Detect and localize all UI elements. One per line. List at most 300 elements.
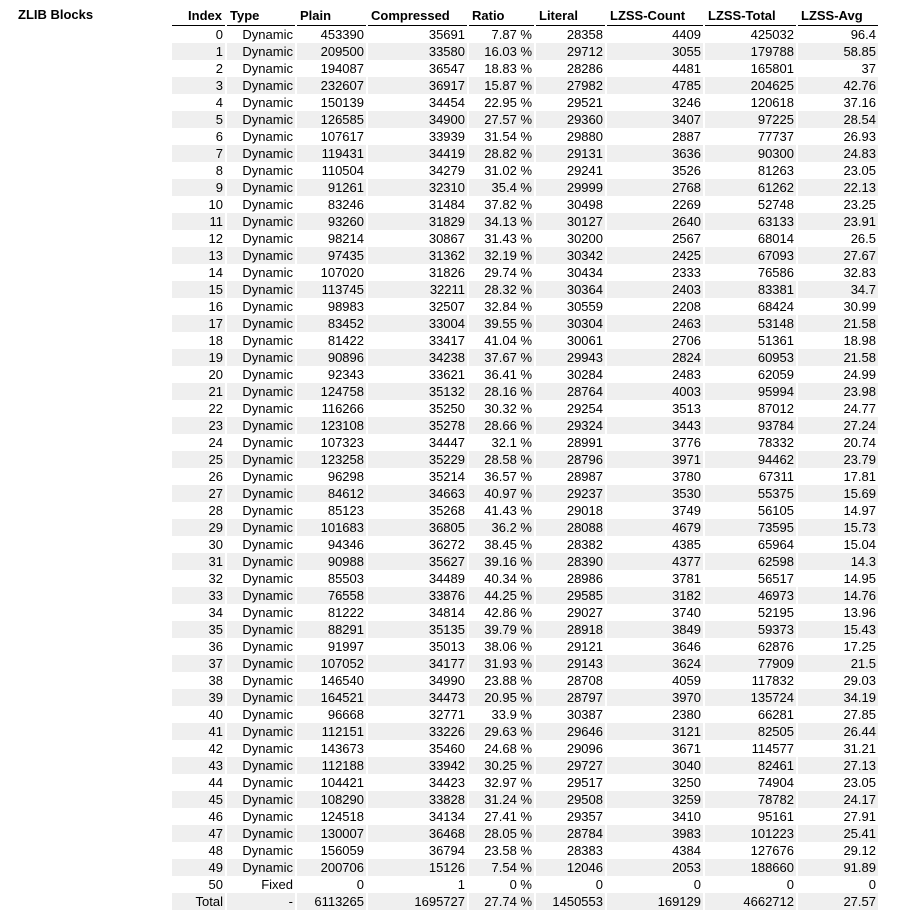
cell-lzss-total: 95161	[757, 809, 794, 824]
cell-index: 18	[208, 333, 223, 348]
cell-plain: 124518	[320, 809, 364, 824]
cell-index: 8	[215, 163, 223, 178]
column-header-lzss-total: LZSS-Total	[705, 7, 796, 26]
cell-lzss-count: 4785	[607, 77, 703, 94]
table-row	[172, 298, 878, 315]
cell-lzss-avg: 27.24	[798, 417, 878, 434]
cell-lzss-count: 2706	[672, 333, 701, 348]
cell-type: Dynamic	[227, 383, 295, 400]
cell-ratio: 23.88 %	[484, 673, 532, 688]
table-row	[172, 26, 878, 43]
cell-lzss-avg: 23.79	[798, 451, 878, 468]
cell-lzss-avg: 26.93	[843, 129, 876, 144]
cell-lzss-avg: 17.81	[843, 469, 876, 484]
cell-lzss-total: 62598	[705, 553, 796, 570]
cell-literal: 30559	[566, 299, 603, 314]
cell-compressed: 35013	[428, 639, 465, 654]
cell-literal: 29999	[536, 179, 605, 196]
cell-index: 3	[172, 77, 225, 94]
cell-ratio: 31.43 %	[484, 231, 532, 246]
cell-lzss-count: 3671	[672, 741, 701, 756]
cell-plain: 6113265	[297, 893, 366, 910]
cell-compressed: 35250	[428, 401, 465, 416]
table-row	[172, 383, 878, 400]
cell-literal: 29324	[536, 417, 605, 434]
cell-lzss-total: 77909	[705, 655, 796, 672]
cell-literal: 28784	[536, 825, 605, 842]
table-row	[172, 128, 878, 145]
cell-literal: 29360	[536, 111, 605, 128]
cell-lzss-total: 117832	[751, 673, 794, 688]
cell-literal: 30434	[566, 265, 603, 280]
cell-lzss-count: 3971	[607, 451, 703, 468]
cell-plain: 91261	[297, 179, 366, 196]
cell-lzss-avg: 34.7	[798, 281, 878, 298]
cell-type: -	[227, 893, 295, 910]
cell-lzss-total: 52195	[757, 605, 794, 620]
cell-lzss-total: 65964	[757, 537, 794, 552]
cell-index: 10	[208, 197, 223, 212]
cell-compressed: 32771	[428, 707, 465, 722]
cell-ratio: 39.16 %	[469, 553, 534, 570]
cell-lzss-total: 101223	[705, 825, 796, 842]
cell-literal: 28708	[566, 673, 603, 688]
cell-plain: 85503	[327, 571, 364, 586]
cell-index: 31	[172, 553, 225, 570]
cell-lzss-count: 3526	[672, 163, 701, 178]
cell-lzss-count: 0	[693, 877, 701, 892]
cell-lzss-total: 63133	[705, 213, 796, 230]
cell-literal: 28286	[566, 61, 603, 76]
table-row	[172, 706, 878, 723]
cell-plain: 164521	[297, 689, 366, 706]
cell-ratio: 37.82 %	[484, 197, 532, 212]
cell-lzss-total: 60953	[705, 349, 796, 366]
cell-literal: 12046	[536, 859, 605, 876]
cell-ratio: 32.19 %	[469, 247, 534, 264]
cell-index: 11	[172, 213, 225, 230]
cell-lzss-total: 77737	[757, 129, 794, 144]
cell-lzss-count: 3983	[607, 825, 703, 842]
cell-lzss-total: 97225	[705, 111, 796, 128]
table-row	[172, 213, 878, 230]
cell-literal: 28382	[566, 537, 603, 552]
table-row	[172, 808, 878, 825]
table-row	[172, 417, 878, 434]
cell-lzss-avg: 20.74	[843, 435, 876, 450]
cell-literal: 30061	[566, 333, 603, 348]
cell-lzss-total: 87012	[757, 401, 794, 416]
cell-compressed: 35268	[428, 503, 465, 518]
cell-index: 7	[172, 145, 225, 162]
cell-compressed: 36805	[368, 519, 467, 536]
cell-literal: 29880	[566, 129, 603, 144]
cell-lzss-count: 3250	[672, 775, 701, 790]
cell-plain: 104421	[320, 775, 364, 790]
cell-lzss-total: 62876	[757, 639, 794, 654]
cell-plain: 146540	[320, 673, 364, 688]
cell-literal: 28390	[536, 553, 605, 570]
cell-lzss-avg: 22.13	[798, 179, 878, 196]
cell-type: Dynamic	[227, 77, 295, 94]
cell-lzss-total: 165801	[750, 61, 794, 76]
cell-lzss-count: 3055	[607, 43, 703, 60]
table-row	[172, 145, 878, 162]
cell-lzss-avg: 15.04	[843, 537, 876, 552]
cell-compressed: 34454	[428, 95, 465, 110]
cell-lzss-count: 2483	[672, 367, 701, 382]
cell-plain: 88291	[297, 621, 366, 638]
cell-compressed: 31829	[368, 213, 467, 230]
cell-lzss-count: 3849	[607, 621, 703, 638]
cell-lzss-total: 204625	[705, 77, 796, 94]
cell-ratio: 28.82 %	[469, 145, 534, 162]
table-row	[172, 536, 878, 553]
cell-ratio: 31.02 %	[484, 163, 532, 178]
cell-compressed: 33417	[428, 333, 465, 348]
cell-type: Dynamic	[242, 299, 293, 314]
cell-literal: 28796	[536, 451, 605, 468]
cell-type: Dynamic	[242, 571, 293, 586]
cell-plain: 112188	[297, 757, 366, 774]
cell-literal: 28797	[536, 689, 605, 706]
cell-plain: 194087	[320, 61, 364, 76]
table-row	[172, 825, 878, 842]
cell-plain: 85123	[327, 503, 364, 518]
cell-literal: 29943	[536, 349, 605, 366]
cell-lzss-avg: 29.03	[843, 673, 876, 688]
cell-literal: 28986	[566, 571, 603, 586]
cell-index: 45	[172, 791, 225, 808]
cell-compressed: 33004	[368, 315, 467, 332]
cell-type: Dynamic	[242, 435, 293, 450]
cell-lzss-count: 2425	[607, 247, 703, 264]
cell-plain: 108290	[297, 791, 366, 808]
cell-compressed: 33876	[368, 587, 467, 604]
cell-lzss-count: 4679	[607, 519, 703, 536]
cell-type: Dynamic	[227, 621, 295, 638]
table-row	[172, 876, 878, 893]
cell-lzss-avg: 21.5	[798, 655, 878, 672]
cell-compressed: 30867	[428, 231, 465, 246]
cell-lzss-count: 3040	[607, 757, 703, 774]
cell-type: Dynamic	[242, 129, 293, 144]
cell-index: 25	[172, 451, 225, 468]
cell-literal: 29121	[566, 639, 603, 654]
cell-lzss-avg: 14.97	[843, 503, 876, 518]
cell-index: 16	[208, 299, 223, 314]
cell-literal: 28088	[536, 519, 605, 536]
cell-ratio: 27.41 %	[484, 809, 532, 824]
cell-plain: 0	[356, 877, 364, 892]
cell-type: Dynamic	[227, 247, 295, 264]
cell-index: 44	[208, 775, 223, 790]
table-row	[172, 349, 878, 366]
cell-ratio: 32.97 %	[484, 775, 532, 790]
cell-lzss-avg: 21.58	[798, 315, 878, 332]
cell-ratio: 16.03 %	[469, 43, 534, 60]
cell-lzss-count: 3781	[672, 571, 701, 586]
cell-lzss-avg: 18.98	[843, 333, 876, 348]
cell-index: 12	[208, 231, 223, 246]
cell-ratio: 34.13 %	[469, 213, 534, 230]
cell-type: Dynamic	[242, 231, 293, 246]
cell-type: Dynamic	[242, 707, 293, 722]
table-row	[172, 774, 878, 791]
table-row	[172, 43, 878, 60]
cell-ratio: 37.67 %	[469, 349, 534, 366]
cell-type: Dynamic	[242, 61, 293, 76]
cell-ratio: 27.57 %	[469, 111, 534, 128]
cell-lzss-count: 3410	[672, 809, 701, 824]
cell-index: 14	[208, 265, 223, 280]
cell-lzss-total: 0	[786, 877, 794, 892]
cell-literal: 30284	[566, 367, 603, 382]
cell-lzss-count: 2380	[672, 707, 701, 722]
cell-ratio: 31.24 %	[469, 791, 534, 808]
table-row	[172, 621, 878, 638]
cell-lzss-count: 2269	[672, 197, 701, 212]
column-header-index: Index	[172, 7, 225, 26]
column-header-ratio: Ratio	[469, 7, 534, 26]
cell-literal: 29646	[536, 723, 605, 740]
cell-ratio: 23.58 %	[484, 843, 532, 858]
cell-literal: 30364	[536, 281, 605, 298]
cell-lzss-total: 67311	[758, 469, 794, 484]
cell-ratio: 28.66 %	[469, 417, 534, 434]
cell-lzss-count: 4409	[672, 27, 701, 42]
cell-lzss-total: 55375	[705, 485, 796, 502]
cell-lzss-avg: 14.95	[843, 571, 876, 586]
cell-lzss-avg: 34.19	[798, 689, 878, 706]
cell-lzss-avg: 21.58	[798, 349, 878, 366]
cell-lzss-avg: 31.21	[843, 741, 876, 756]
cell-plain: 209500	[297, 43, 366, 60]
cell-lzss-avg: 27.57	[798, 893, 878, 910]
cell-compressed: 35691	[428, 27, 465, 42]
cell-lzss-total: 53148	[705, 315, 796, 332]
table-row	[172, 502, 878, 519]
cell-lzss-count: 3646	[672, 639, 701, 654]
cell-lzss-avg: 42.76	[798, 77, 878, 94]
cell-plain: 97435	[297, 247, 366, 264]
cell-plain: 94346	[327, 537, 364, 552]
cell-lzss-count: 4059	[672, 673, 701, 688]
cell-lzss-avg: 17.25	[843, 639, 876, 654]
cell-literal: 29357	[566, 809, 603, 824]
cell-type: Dynamic	[242, 469, 293, 484]
cell-index: 49	[172, 859, 225, 876]
cell-plain: 124758	[297, 383, 366, 400]
cell-index: 32	[208, 571, 223, 586]
cell-lzss-count: 4003	[607, 383, 703, 400]
cell-ratio: 40.34 %	[484, 571, 532, 586]
cell-compressed: 31484	[428, 197, 465, 212]
cell-lzss-avg: 25.41	[798, 825, 878, 842]
cell-ratio: 27.74 %	[469, 893, 534, 910]
cell-lzss-count: 2463	[607, 315, 703, 332]
cell-ratio: 32.84 %	[484, 299, 532, 314]
cell-literal: 28383	[566, 843, 603, 858]
cell-type: Dynamic	[242, 605, 293, 620]
cell-ratio: 32.1 %	[491, 435, 532, 450]
cell-lzss-count: 4384	[672, 843, 701, 858]
cell-literal: 29517	[566, 775, 603, 790]
cell-ratio: 31.93 %	[469, 655, 534, 672]
cell-lzss-total: 120618	[750, 95, 794, 110]
cell-ratio: 31.54 %	[484, 129, 532, 144]
column-header-literal: Literal	[536, 7, 605, 26]
table-row	[172, 179, 878, 196]
cell-lzss-total: 78782	[705, 791, 796, 808]
total-row	[172, 893, 878, 910]
cell-index: 38	[208, 673, 223, 688]
cell-lzss-count: 2887	[672, 129, 701, 144]
cell-type: Dynamic	[227, 825, 295, 842]
cell-index: 22	[208, 401, 223, 416]
table-row	[172, 859, 878, 876]
cell-type: Dynamic	[242, 367, 293, 382]
table-row	[172, 740, 878, 757]
cell-type: Dynamic	[242, 27, 293, 42]
cell-lzss-avg: 24.77	[843, 401, 876, 416]
cell-literal: 28358	[566, 27, 603, 42]
table-row	[172, 655, 878, 672]
cell-lzss-total: 61262	[705, 179, 796, 196]
table-row	[172, 264, 878, 281]
cell-literal: 29241	[566, 163, 603, 178]
cell-lzss-count: 3121	[607, 723, 703, 740]
cell-index: 9	[172, 179, 225, 196]
table-row	[172, 247, 878, 264]
cell-lzss-total: 46973	[705, 587, 796, 604]
cell-lzss-avg: 27.13	[798, 757, 878, 774]
cell-compressed: 34177	[368, 655, 467, 672]
cell-plain: 453390	[320, 27, 364, 42]
cell-compressed: 32507	[428, 299, 465, 314]
cell-type: Dynamic	[227, 213, 295, 230]
table-row	[172, 315, 878, 332]
cell-ratio: 0 %	[509, 877, 532, 892]
cell-type: Dynamic	[227, 553, 295, 570]
cell-literal: 29585	[536, 587, 605, 604]
cell-ratio: 42.86 %	[484, 605, 532, 620]
cell-lzss-avg: 26.44	[798, 723, 878, 740]
cell-lzss-avg: 0	[868, 877, 876, 892]
cell-ratio: 36.2 %	[469, 519, 534, 536]
cell-type: Dynamic	[242, 333, 293, 348]
cell-index: 47	[172, 825, 225, 842]
cell-ratio: 28.58 %	[469, 451, 534, 468]
cell-ratio: 36.57 %	[484, 469, 532, 484]
cell-type: Dynamic	[227, 145, 295, 162]
cell-lzss-count: 2768	[607, 179, 703, 196]
cell-lzss-avg: 24.99	[843, 367, 876, 382]
cell-lzss-total: 127676	[750, 843, 794, 858]
column-header-plain: Plain	[297, 7, 366, 26]
table-row	[172, 842, 878, 859]
cell-literal: 29712	[536, 43, 605, 60]
cell-compressed: 31362	[368, 247, 467, 264]
cell-lzss-avg: 30.99	[843, 299, 876, 314]
cell-type: Dynamic	[242, 503, 293, 518]
cell-compressed: 32211	[368, 281, 467, 298]
cell-type: Dynamic	[227, 111, 295, 128]
cell-compressed: 34990	[428, 673, 465, 688]
cell-type: Fixed	[261, 877, 293, 892]
cell-plain: 83452	[297, 315, 366, 332]
cell-type: Dynamic	[242, 775, 293, 790]
cell-index: 35	[172, 621, 225, 638]
cell-lzss-total: 179788	[705, 43, 796, 60]
cell-index: 26	[208, 469, 223, 484]
cell-ratio: 38.45 %	[484, 537, 532, 552]
cell-lzss-avg: 15.69	[798, 485, 878, 502]
cell-type: Dynamic	[242, 163, 293, 178]
cell-compressed: 33828	[368, 791, 467, 808]
cell-type: Dynamic	[227, 315, 295, 332]
cell-compressed: 34900	[368, 111, 467, 128]
cell-plain: 107323	[320, 435, 364, 450]
cell-compressed: 33226	[368, 723, 467, 740]
cell-lzss-total: 188660	[705, 859, 796, 876]
cell-lzss-count: 3246	[672, 95, 701, 110]
cell-type: Dynamic	[227, 723, 295, 740]
cell-type: Dynamic	[242, 741, 293, 756]
column-header-type: Type	[227, 7, 295, 26]
cell-index: 1	[172, 43, 225, 60]
cell-lzss-total: 68014	[757, 231, 794, 246]
cell-lzss-total: 82505	[705, 723, 796, 740]
zlib-blocks-table	[170, 7, 880, 910]
cell-ratio: 28.05 %	[469, 825, 534, 842]
cell-lzss-total: 82461	[705, 757, 796, 774]
cell-literal: 29521	[566, 95, 603, 110]
table-row	[172, 689, 878, 706]
cell-index: 6	[215, 129, 223, 144]
cell-ratio: 7.87 %	[491, 27, 532, 42]
cell-lzss-count: 2333	[672, 265, 701, 280]
cell-compressed: 35132	[368, 383, 467, 400]
cell-index: 50	[208, 877, 223, 892]
cell-lzss-count: 3182	[607, 587, 703, 604]
cell-ratio: 24.68 %	[484, 741, 532, 756]
cell-lzss-total: 83381	[705, 281, 796, 298]
cell-literal: 29018	[566, 503, 603, 518]
cell-plain: 96298	[327, 469, 364, 484]
cell-lzss-total: 135724	[705, 689, 796, 706]
cell-plain: 107617	[320, 129, 364, 144]
cell-lzss-total: 81263	[757, 163, 794, 178]
cell-compressed: 35278	[368, 417, 467, 434]
cell-type: Dynamic	[242, 95, 293, 110]
cell-compressed: 34489	[428, 571, 465, 586]
cell-compressed: 34423	[428, 775, 465, 790]
cell-type: Dynamic	[242, 197, 293, 212]
cell-ratio: 30.25 %	[469, 757, 534, 774]
cell-lzss-avg: 15.73	[798, 519, 878, 536]
cell-compressed: 36272	[428, 537, 465, 552]
cell-literal: 30304	[536, 315, 605, 332]
cell-plain: 81422	[327, 333, 364, 348]
cell-type: Dynamic	[227, 485, 295, 502]
cell-index: 29	[172, 519, 225, 536]
cell-ratio: 40.97 %	[469, 485, 534, 502]
cell-compressed: 35214	[428, 469, 465, 484]
cell-lzss-total: 56105	[757, 503, 794, 518]
cell-lzss-total: 51361	[757, 333, 794, 348]
cell-type: Dynamic	[227, 655, 295, 672]
